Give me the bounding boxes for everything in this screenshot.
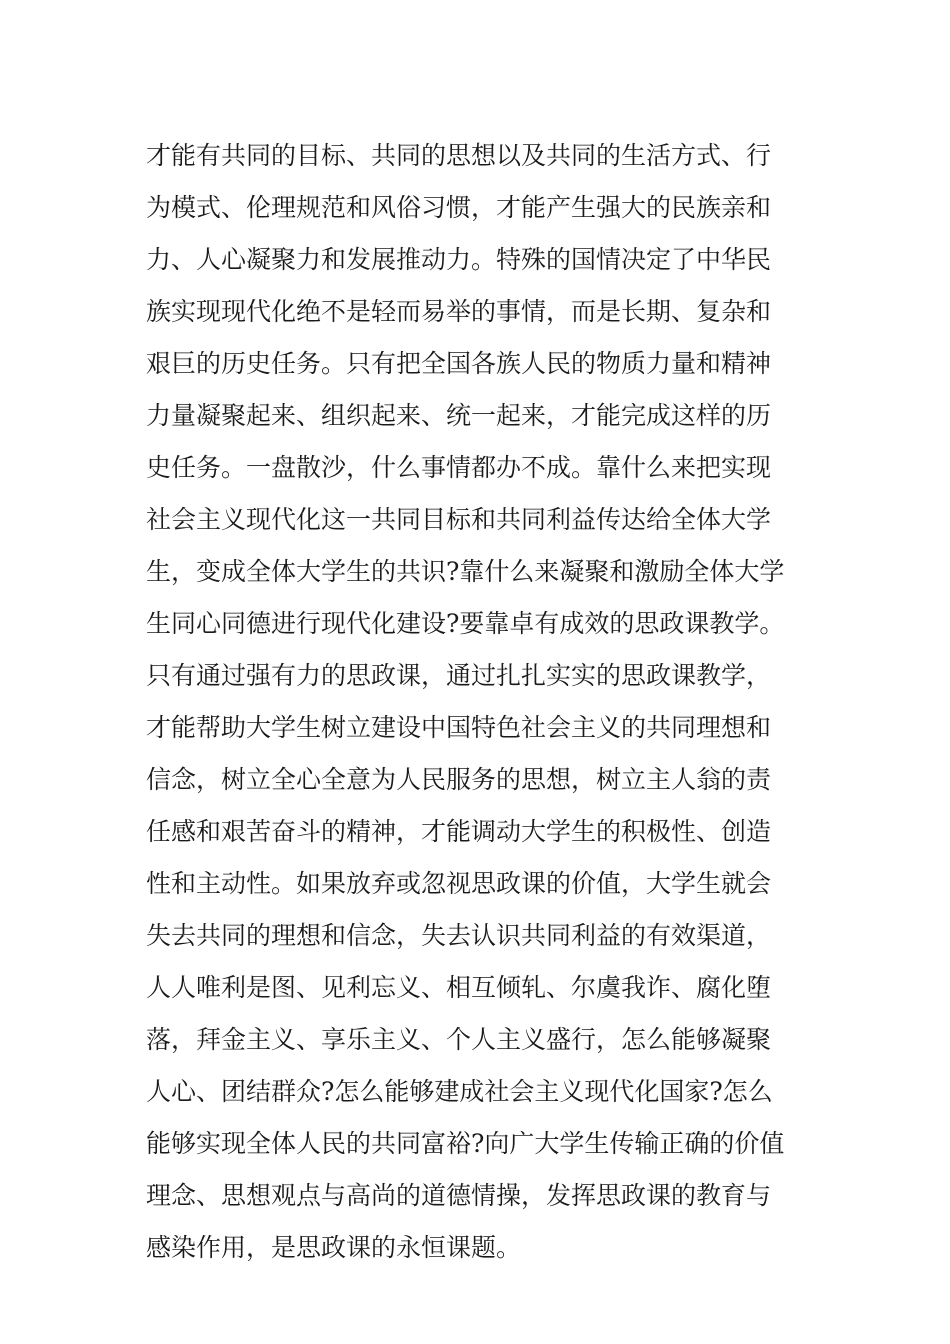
body-paragraph bbox=[146, 130, 816, 1274]
text-line: 力量凝聚起来、组织起来、统一起来，才能完成这样的历 bbox=[146, 401, 772, 430]
text-line: 落，拜金主义、享乐主义、个人主义盛行，怎么能够凝聚 bbox=[146, 1025, 772, 1054]
text-line: 为模式、伦理规范和风俗习惯，才能产生强大的民族亲和 bbox=[146, 193, 772, 222]
text-line: 人心、团结群众?怎么能够建成社会主义现代化国家?怎么 bbox=[146, 1077, 773, 1106]
text-line: 理念、思想观点与高尚的道德情操，发挥思政课的教育与 bbox=[146, 1181, 772, 1210]
text-line: 任感和艰苦奋斗的精神，才能调动大学生的积极性、创造 bbox=[146, 817, 772, 846]
text-line: 失去共同的理想和信念，失去认识共同利益的有效渠道， bbox=[146, 921, 772, 950]
text-line: 人人唯利是图、见利忘义、相互倾轧、尔虞我诈、腐化堕 bbox=[146, 973, 772, 1002]
text-line: 生同心同德进行现代化建设?要靠卓有成效的思政课教学。 bbox=[146, 609, 785, 638]
text-line: 艰巨的历史任务。只有把全国各族人民的物质力量和精神 bbox=[146, 349, 772, 378]
text-line: 才能帮助大学生树立建设中国特色社会主义的共同理想和 bbox=[146, 713, 772, 742]
text-line: 力、人心凝聚力和发展推动力。特殊的国情决定了中华民 bbox=[146, 245, 772, 274]
text-line: 感染作用，是思政课的永恒课题。 bbox=[146, 1233, 522, 1262]
text-line: 社会主义现代化这一共同目标和共同利益传达给全体大学 bbox=[146, 505, 772, 534]
text-line: 才能有共同的目标、共同的思想以及共同的生活方式、行 bbox=[146, 141, 772, 170]
text-line: 只有通过强有力的思政课，通过扎扎实实的思政课教学， bbox=[146, 661, 772, 690]
text-line: 生，变成全体大学生的共识?靠什么来凝聚和激励全体大学 bbox=[146, 557, 785, 586]
text-line: 信念，树立全心全意为人民服务的思想，树立主人翁的责 bbox=[146, 765, 772, 794]
text-line: 性和主动性。如果放弃或忽视思政课的价值，大学生就会 bbox=[146, 869, 772, 898]
text-line: 能够实现全体人民的共同富裕?向广大学生传输正确的价值 bbox=[146, 1129, 785, 1158]
text-line: 史任务。一盘散沙，什么事情都办不成。靠什么来把实现 bbox=[146, 453, 772, 482]
text-line: 族实现现代化绝不是轻而易举的事情，而是长期、复杂和 bbox=[146, 297, 772, 326]
